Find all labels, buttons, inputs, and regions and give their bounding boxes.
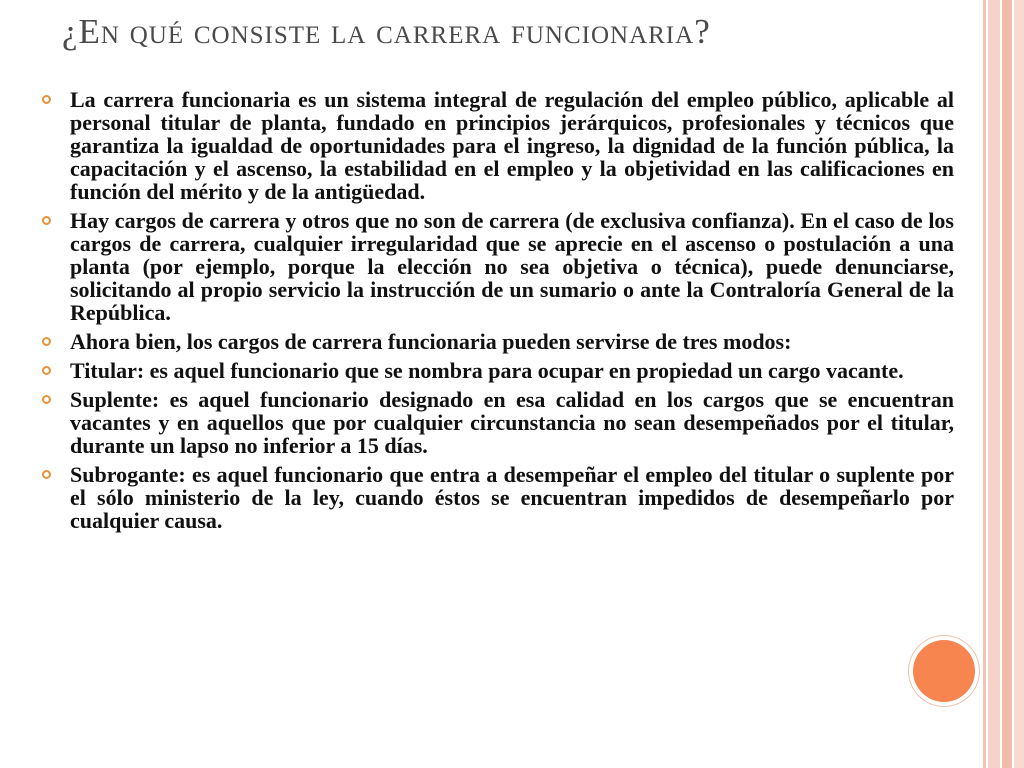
ring-bullet-icon	[42, 337, 51, 346]
bullet-item-definition	[38, 88, 954, 203]
bullet-item-titular	[38, 359, 954, 382]
slide-title: ¿En qué consiste la carrera funcionaria?	[62, 12, 711, 51]
bullet-text: Hay cargos de carrera y otros que no son de carrera (de exclusiva confianza). En el caso de los cargos de carrera, cualquier irregularidad que se aprecie en el ascenso o postulación a una planta (por ejemplo, porque la elección no sea objetiva o técnica), puede denunciarse, solicitando al propio servicio la instrucción de un sumario o ante la Contraloría General de la República.	[70, 208, 954, 325]
bullet-list	[38, 88, 954, 538]
side-stripe	[983, 0, 986, 768]
bullet-item-suplente	[38, 388, 954, 457]
ring-bullet-icon	[42, 470, 51, 479]
ring-bullet-icon	[42, 366, 51, 375]
bullet-item-career-positions	[38, 209, 954, 324]
decorative-side-stripes	[980, 0, 1024, 768]
bullet-text: La carrera funcionaria es un sistema integral de regulación del empleo público, aplicable al personal titular de planta, fundado en principios jerárquicos, profesionales y técnicos que garantiza la igualdad de oportunidades para el ingreso, la dignidad de la función pública, la capacitación y el ascenso, la estabilidad en el empleo y la objetividad en las calificaciones en función del mérito y de la antigüedad.	[70, 87, 954, 204]
ring-bullet-icon	[42, 216, 51, 225]
side-stripe	[988, 0, 1000, 768]
decorative-circle	[913, 640, 975, 702]
bullet-item-subrogante	[38, 463, 954, 532]
bullet-item-three-modes	[38, 330, 954, 353]
bullet-text: Suplente: es aquel funcionario designado en esa calidad en los cargos que se encuentran vacantes y en aquellos que por cualquier circunstancia no sean desempeñados por el titular, durante un lapso no inferior a 15 días.	[70, 387, 954, 458]
bullet-text: Titular: es aquel funcionario que se nombra para ocupar en propiedad un cargo vacante.	[70, 358, 904, 383]
side-stripe	[1014, 0, 1024, 768]
ring-bullet-icon	[42, 395, 51, 404]
side-stripe	[1002, 0, 1012, 768]
bullet-text: Subrogante: es aquel funcionario que entra a desempeñar el empleo del titular o suplente por el sólo ministerio de la ley, cuando éstos se encuentran impedidos de desempeñarlo por cualquier causa.	[70, 462, 954, 533]
bullet-text: Ahora bien, los cargos de carrera funcionaria pueden servirse de tres modos:	[70, 329, 792, 354]
ring-bullet-icon	[42, 95, 51, 104]
